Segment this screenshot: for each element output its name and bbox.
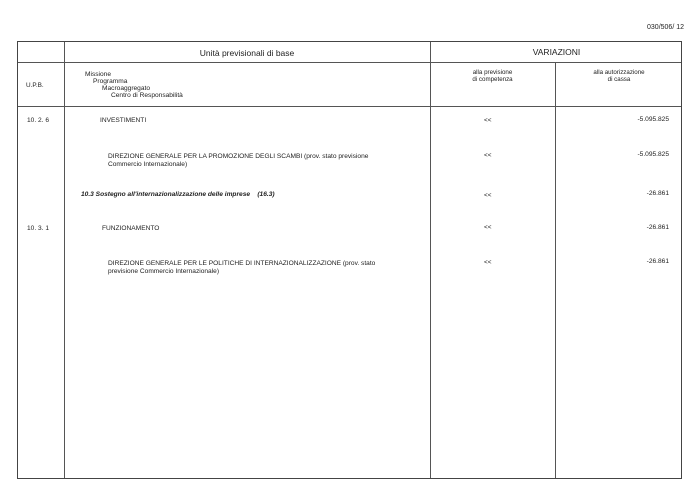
row-5-value: -26.861 <box>646 258 669 265</box>
hierarchy-macroaggregato: Macroaggregato <box>102 85 151 92</box>
column-header-upb: U.P.B. <box>26 82 44 89</box>
hierarchy-programma: Programma <box>93 78 128 85</box>
row-4-description: FUNZIONAMENTO <box>102 225 160 232</box>
row-5-marker: << <box>484 259 492 266</box>
column-header-competenza: alla previsione di competenza <box>472 69 513 83</box>
row-3-value: -26.861 <box>646 190 669 197</box>
header-left-title: Unità previsionali di base <box>199 48 295 58</box>
row-4-value: -26.861 <box>646 224 669 231</box>
row-3-marker: << <box>484 192 492 199</box>
header-divider-2 <box>18 106 681 107</box>
col-divider-upb <box>64 42 65 478</box>
header-right-title: VARIAZIONI <box>532 47 581 57</box>
row-5-description: DIREZIONE GENERALE PER LE POLITICHE DI INTERNAZIONALIZZAZIONE (prov. stato previsione Commercio Internazionale) <box>108 260 376 275</box>
row-2-description: DIREZIONE GENERALE PER LA PROMOZIONE DEGLI SCAMBI (prov. stato previsione Commercio Internazionale) <box>108 153 369 168</box>
col-divider-cassa <box>555 63 556 478</box>
row-1-marker: << <box>484 117 492 124</box>
row-1-description: INVESTIMENTI <box>100 117 147 124</box>
hierarchy-centro-responsabilita: Centro di Responsabilità <box>111 92 183 99</box>
row-1-upb: 10. 2. 6 <box>27 117 49 124</box>
row-4-upb: 10. 3. 1 <box>27 225 49 232</box>
row-2-marker: << <box>484 152 492 159</box>
col-divider-variazioni <box>430 42 431 478</box>
row-2-value: -5.095.825 <box>637 151 669 158</box>
page-reference: 030/506/ 12 <box>647 24 684 31</box>
hierarchy-missione: Missione <box>85 71 112 78</box>
header-divider-1 <box>18 62 681 63</box>
budget-table <box>17 41 682 479</box>
row-4-marker: << <box>484 224 492 231</box>
row-3-description: 10.3 Sostegno all'internazionalizzazione delle imprese (16.3) <box>81 191 275 198</box>
row-1-value: -5.095.825 <box>637 116 669 123</box>
column-header-cassa: alla autorizzazione di cassa <box>593 69 645 83</box>
